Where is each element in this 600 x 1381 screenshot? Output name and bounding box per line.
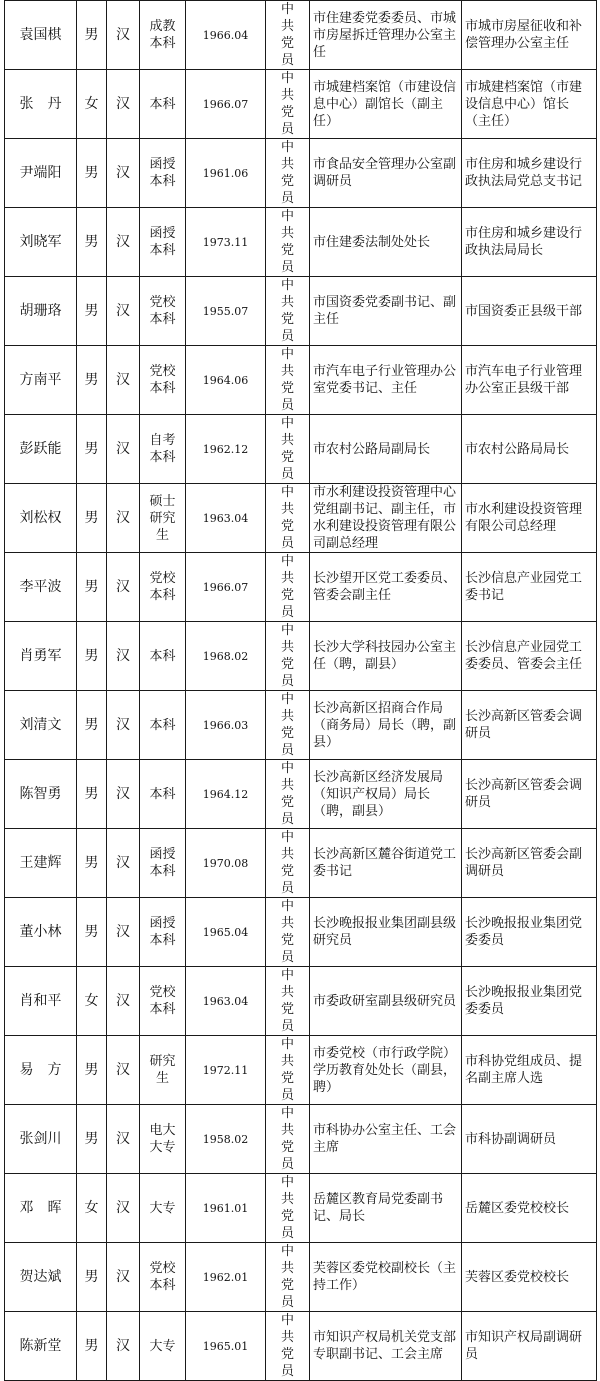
roster-body — [5, 1, 597, 1381]
birth-date-cell: 1966.07 — [186, 70, 266, 139]
ethnicity-cell: 汉 — [107, 622, 140, 691]
table-row — [5, 484, 597, 553]
education-cell: 党校本科 — [140, 967, 186, 1036]
name-cell: 彭跃能 — [5, 415, 77, 484]
proposed-post-cell: 长沙晚报报业集团党委委员 — [462, 967, 597, 1036]
proposed-post-cell: 市科协党组成员、提名副主席人选 — [462, 1036, 597, 1105]
birth-date-cell: 1962.01 — [186, 1243, 266, 1312]
sex-cell: 男 — [77, 415, 107, 484]
birth-date-cell: 1963.04 — [186, 484, 266, 553]
education-cell: 函授本科 — [140, 898, 186, 967]
birth-date-cell: 1961.01 — [186, 1174, 266, 1243]
party-cell: 中共党员 — [266, 1312, 310, 1381]
name-cell: 刘晓军 — [5, 208, 77, 277]
proposed-post-cell: 市城建档案馆（市建设信息中心）馆长（主任） — [462, 70, 597, 139]
birth-date-cell: 1966.07 — [186, 553, 266, 622]
birth-date-cell: 1970.08 — [186, 829, 266, 898]
sex-cell: 男 — [77, 1312, 107, 1381]
birth-date-cell: 1963.04 — [186, 967, 266, 1036]
table-row — [5, 415, 597, 484]
party-cell: 中共党员 — [266, 760, 310, 829]
current-post-cell: 市国资委党委副书记、副主任 — [310, 277, 462, 346]
birth-date-cell: 1961.06 — [186, 139, 266, 208]
ethnicity-cell: 汉 — [107, 139, 140, 208]
education-cell: 硕士研究生 — [140, 484, 186, 553]
current-post-cell: 市城建档案馆（市建设信息中心）副馆长（副主任） — [310, 70, 462, 139]
current-post-cell: 芙蓉区委党校副校长（主持工作） — [310, 1243, 462, 1312]
current-post-cell: 市委党校（市行政学院）学历教育处处长（副县，聘） — [310, 1036, 462, 1105]
party-cell: 中共党员 — [266, 553, 310, 622]
table-row — [5, 1105, 597, 1174]
birth-date-cell: 1964.06 — [186, 346, 266, 415]
birth-date-cell: 1972.11 — [186, 1036, 266, 1105]
sex-cell: 女 — [77, 1174, 107, 1243]
table-row — [5, 967, 597, 1036]
sex-cell: 男 — [77, 760, 107, 829]
sex-cell: 男 — [77, 898, 107, 967]
proposed-post-cell: 长沙高新区管委会调研员 — [462, 760, 597, 829]
education-cell: 自考本科 — [140, 415, 186, 484]
table-row — [5, 829, 597, 898]
name-cell: 王建辉 — [5, 829, 77, 898]
party-cell: 中共党员 — [266, 898, 310, 967]
sex-cell: 男 — [77, 553, 107, 622]
education-cell: 大专 — [140, 1312, 186, 1381]
name-cell: 李平波 — [5, 553, 77, 622]
ethnicity-cell: 汉 — [107, 1312, 140, 1381]
name-cell: 胡珊珞 — [5, 277, 77, 346]
education-cell: 大专 — [140, 1174, 186, 1243]
current-post-cell: 市住建委党委委员、市城市房屋拆迁管理办公室主任 — [310, 1, 462, 70]
ethnicity-cell: 汉 — [107, 1174, 140, 1243]
proposed-post-cell: 市城市房屋征收和补偿管理办公室主任 — [462, 1, 597, 70]
table-row — [5, 1312, 597, 1381]
current-post-cell: 市水利建设投资管理中心党组副书记、副主任，市水利建设投资管理有限公司副总经理 — [310, 484, 462, 553]
education-cell: 党校本科 — [140, 277, 186, 346]
current-post-cell: 市委政研室副县级研究员 — [310, 967, 462, 1036]
ethnicity-cell: 汉 — [107, 208, 140, 277]
ethnicity-cell: 汉 — [107, 898, 140, 967]
party-cell: 中共党员 — [266, 829, 310, 898]
name-cell: 刘松权 — [5, 484, 77, 553]
current-post-cell: 市科协办公室主任、工会主席 — [310, 1105, 462, 1174]
proposed-post-cell: 长沙晚报报业集团党委委员 — [462, 898, 597, 967]
current-post-cell: 长沙高新区麓谷街道党工委书记 — [310, 829, 462, 898]
proposed-post-cell: 岳麓区委党校校长 — [462, 1174, 597, 1243]
sex-cell: 男 — [77, 1036, 107, 1105]
ethnicity-cell: 汉 — [107, 553, 140, 622]
ethnicity-cell: 汉 — [107, 967, 140, 1036]
education-cell: 党校本科 — [140, 1243, 186, 1312]
name-cell: 张 丹 — [5, 70, 77, 139]
sex-cell: 男 — [77, 277, 107, 346]
name-cell: 易 方 — [5, 1036, 77, 1105]
party-cell: 中共党员 — [266, 1, 310, 70]
proposed-post-cell: 市科协副调研员 — [462, 1105, 597, 1174]
party-cell: 中共党员 — [266, 415, 310, 484]
table-row — [5, 622, 597, 691]
sex-cell: 男 — [77, 1243, 107, 1312]
name-cell: 刘清文 — [5, 691, 77, 760]
birth-date-cell: 1955.07 — [186, 277, 266, 346]
current-post-cell: 市农村公路局副局长 — [310, 415, 462, 484]
ethnicity-cell: 汉 — [107, 415, 140, 484]
table-row — [5, 139, 597, 208]
party-cell: 中共党员 — [266, 1036, 310, 1105]
party-cell: 中共党员 — [266, 484, 310, 553]
name-cell: 邓 晖 — [5, 1174, 77, 1243]
proposed-post-cell: 长沙高新区管委会调研员 — [462, 691, 597, 760]
ethnicity-cell: 汉 — [107, 1036, 140, 1105]
current-post-cell: 市知识产权局机关党支部专职副书记、工会主席 — [310, 1312, 462, 1381]
ethnicity-cell: 汉 — [107, 484, 140, 553]
proposed-post-cell: 市国资委正县级干部 — [462, 277, 597, 346]
name-cell: 董小林 — [5, 898, 77, 967]
education-cell: 本科 — [140, 622, 186, 691]
proposed-post-cell: 市住房和城乡建设行政执法局党总支书记 — [462, 139, 597, 208]
ethnicity-cell: 汉 — [107, 70, 140, 139]
ethnicity-cell: 汉 — [107, 1243, 140, 1312]
education-cell: 研究生 — [140, 1036, 186, 1105]
party-cell: 中共党员 — [266, 1174, 310, 1243]
table-row — [5, 277, 597, 346]
current-post-cell: 长沙晚报报业集团副县级研究员 — [310, 898, 462, 967]
name-cell: 张剑川 — [5, 1105, 77, 1174]
sex-cell: 男 — [77, 208, 107, 277]
party-cell: 中共党员 — [266, 208, 310, 277]
education-cell: 函授本科 — [140, 208, 186, 277]
table-row — [5, 346, 597, 415]
party-cell: 中共党员 — [266, 277, 310, 346]
birth-date-cell: 1965.04 — [186, 898, 266, 967]
ethnicity-cell: 汉 — [107, 346, 140, 415]
birth-date-cell: 1958.02 — [186, 1105, 266, 1174]
proposed-post-cell: 长沙信息产业园党工委委员、管委会主任 — [462, 622, 597, 691]
proposed-post-cell: 市知识产权局副调研员 — [462, 1312, 597, 1381]
current-post-cell: 长沙大学科技园办公室主任（聘，副县） — [310, 622, 462, 691]
party-cell: 中共党员 — [266, 622, 310, 691]
proposed-post-cell: 市汽车电子行业管理办公室正县级干部 — [462, 346, 597, 415]
sex-cell: 男 — [77, 484, 107, 553]
proposed-post-cell: 长沙高新区管委会副调研员 — [462, 829, 597, 898]
proposed-post-cell: 长沙信息产业园党工委书记 — [462, 553, 597, 622]
birth-date-cell: 1966.04 — [186, 1, 266, 70]
birth-date-cell: 1966.03 — [186, 691, 266, 760]
proposed-post-cell: 芙蓉区委党校校长 — [462, 1243, 597, 1312]
party-cell: 中共党员 — [266, 70, 310, 139]
birth-date-cell: 1973.11 — [186, 208, 266, 277]
sex-cell: 男 — [77, 622, 107, 691]
proposed-post-cell: 市水利建设投资管理有限公司总经理 — [462, 484, 597, 553]
sex-cell: 男 — [77, 691, 107, 760]
education-cell: 电大大专 — [140, 1105, 186, 1174]
table-row — [5, 760, 597, 829]
proposed-post-cell: 市住房和城乡建设行政执法局局长 — [462, 208, 597, 277]
table-row — [5, 553, 597, 622]
education-cell: 成教本科 — [140, 1, 186, 70]
ethnicity-cell: 汉 — [107, 277, 140, 346]
party-cell: 中共党员 — [266, 139, 310, 208]
name-cell: 陈新堂 — [5, 1312, 77, 1381]
name-cell: 肖勇军 — [5, 622, 77, 691]
education-cell: 函授本科 — [140, 829, 186, 898]
current-post-cell: 长沙高新区招商合作局（商务局）局长（聘，副县） — [310, 691, 462, 760]
current-post-cell: 长沙高新区经济发展局（知识产权局）局长（聘，副县） — [310, 760, 462, 829]
sex-cell: 女 — [77, 70, 107, 139]
sex-cell: 男 — [77, 139, 107, 208]
name-cell: 陈智勇 — [5, 760, 77, 829]
table-row — [5, 691, 597, 760]
birth-date-cell: 1968.02 — [186, 622, 266, 691]
party-cell: 中共党员 — [266, 1243, 310, 1312]
party-cell: 中共党员 — [266, 346, 310, 415]
ethnicity-cell: 汉 — [107, 760, 140, 829]
party-cell: 中共党员 — [266, 967, 310, 1036]
education-cell: 函授本科 — [140, 139, 186, 208]
table-row — [5, 1036, 597, 1105]
party-cell: 中共党员 — [266, 1105, 310, 1174]
table-row — [5, 1243, 597, 1312]
proposed-post-cell: 市农村公路局局长 — [462, 415, 597, 484]
sex-cell: 男 — [77, 829, 107, 898]
ethnicity-cell: 汉 — [107, 691, 140, 760]
table-row — [5, 208, 597, 277]
current-post-cell: 市汽车电子行业管理办公室党委书记、主任 — [310, 346, 462, 415]
birth-date-cell: 1962.12 — [186, 415, 266, 484]
ethnicity-cell: 汉 — [107, 1105, 140, 1174]
education-cell: 本科 — [140, 760, 186, 829]
table-row — [5, 70, 597, 139]
name-cell: 贺达斌 — [5, 1243, 77, 1312]
education-cell: 本科 — [140, 70, 186, 139]
name-cell: 袁国棋 — [5, 1, 77, 70]
ethnicity-cell: 汉 — [107, 1, 140, 70]
name-cell: 肖和平 — [5, 967, 77, 1036]
birth-date-cell: 1965.01 — [186, 1312, 266, 1381]
sex-cell: 男 — [77, 346, 107, 415]
current-post-cell: 市住建委法制处处长 — [310, 208, 462, 277]
party-cell: 中共党员 — [266, 691, 310, 760]
education-cell: 本科 — [140, 691, 186, 760]
current-post-cell: 岳麓区教育局党委副书记、局长 — [310, 1174, 462, 1243]
table-row — [5, 898, 597, 967]
education-cell: 党校本科 — [140, 346, 186, 415]
current-post-cell: 长沙望开区党工委委员、管委会副主任 — [310, 553, 462, 622]
sex-cell: 男 — [77, 1, 107, 70]
name-cell: 尹端阳 — [5, 139, 77, 208]
ethnicity-cell: 汉 — [107, 829, 140, 898]
table-row — [5, 1, 597, 70]
education-cell: 党校本科 — [140, 553, 186, 622]
cadre-roster-table — [4, 0, 597, 1381]
sex-cell: 男 — [77, 1105, 107, 1174]
name-cell: 方南平 — [5, 346, 77, 415]
birth-date-cell: 1964.12 — [186, 760, 266, 829]
sex-cell: 女 — [77, 967, 107, 1036]
current-post-cell: 市食品安全管理办公室副调研员 — [310, 139, 462, 208]
